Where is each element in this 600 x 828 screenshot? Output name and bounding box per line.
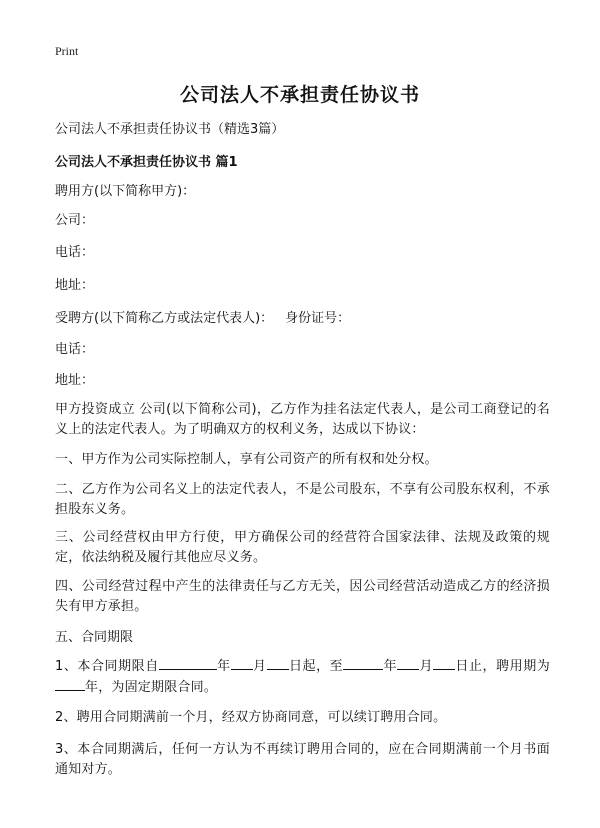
end-month-blank — [397, 656, 419, 670]
term-heading: 五、合同期限 — [55, 630, 134, 645]
intro-paragraph: 甲方投资成立 公司(以下简称公司)，乙方作为挂名法定代表人，是公司工商登记的名义上的法定代表人。为了明确双方的权利义务，达成以下协议： — [55, 402, 550, 437]
term-clause-2: 2、聘用合同期满前一个月，经双方协商同意，可以续订聘用合同。 — [55, 710, 447, 725]
term-years-blank — [55, 677, 85, 691]
employer-company: 公司： — [55, 213, 95, 228]
term-clause-1: 1、本合同期限自 年 月 日起，至 年 月 日止，聘用期为年，为固定期限合同。 — [55, 656, 550, 698]
start-year-blank — [159, 656, 217, 670]
employee-label: 受聘方(以下简称乙方或法定代表人)： — [55, 311, 274, 326]
document-subtitle: 公司法人不承担责任协议书（精选3篇） — [55, 122, 285, 137]
section-heading: 公司法人不承担责任协议书 篇1 — [55, 155, 238, 170]
term-clause-3: 3、本合同期满后，任何一方认为不再续订聘用合同的，应在合同期满前一个月书面通知对方。 — [55, 742, 550, 777]
start-day-blank — [267, 656, 289, 670]
employee-phone: 电话： — [55, 342, 95, 357]
clause-1: 一、甲方作为公司实际控制人，享有公司资产的所有权和处分权。 — [55, 452, 438, 467]
employer-address: 地址： — [55, 278, 95, 293]
id-number-label: 身份证号： — [285, 311, 351, 326]
employee-line — [55, 311, 350, 327]
end-year-blank — [343, 656, 383, 670]
clause-3: 三、公司经营权由甲方行使，甲方确保公司的经营符合国家法律、法规及政策的规定，依法纳税及履行其他应尽义务。 — [55, 530, 550, 565]
end-day-blank — [433, 656, 455, 670]
employee-address: 地址： — [55, 373, 95, 388]
print-label[interactable]: Print — [55, 44, 79, 58]
clause-4: 四、公司经营过程中产生的法律责任与乙方无关，因公司经营活动造成乙方的经济损失有甲方承担。 — [55, 579, 550, 614]
employer-phone: 电话： — [55, 245, 95, 260]
employer-label: 聘用方(以下简称甲方)： — [55, 184, 196, 199]
clause-2: 二、乙方作为公司名义上的法定代表人，不是公司股东，不享有公司股东权利，不承担股东义务。 — [55, 482, 550, 517]
document-title: 公司法人不承担责任协议书 — [179, 84, 420, 106]
start-month-blank — [231, 656, 253, 670]
